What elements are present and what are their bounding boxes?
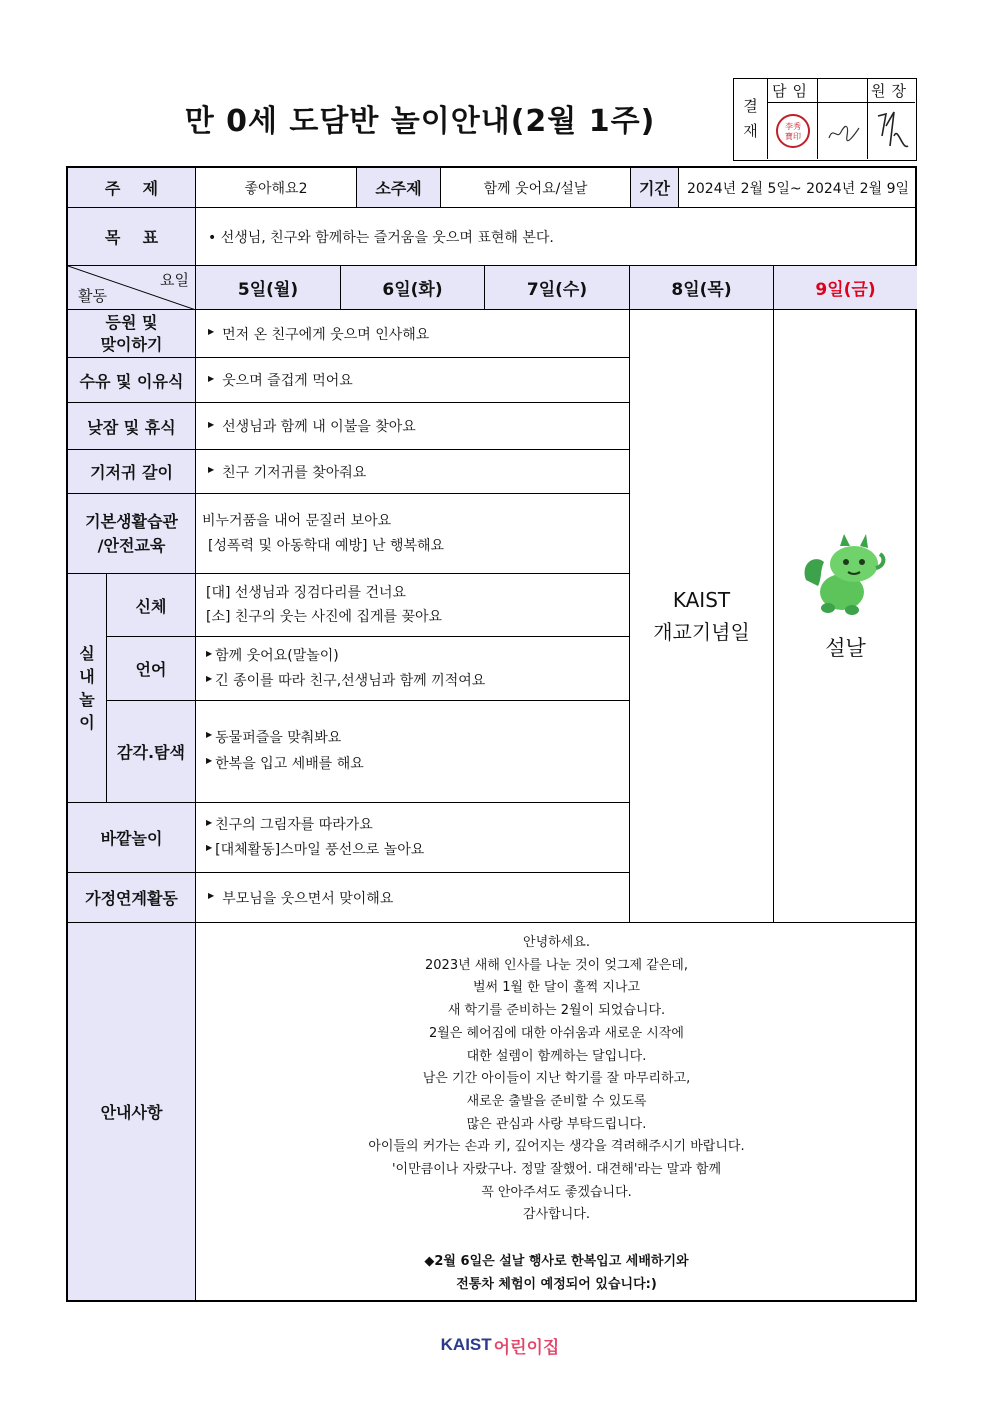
notice-line: 많은 관심과 사랑 부탁드립니다.	[466, 1116, 647, 1132]
notice-line: 2023년 새해 인사를 나눈 것이 엊그제 같은데,	[425, 957, 688, 973]
lang-line2: 긴 종이를 따라 친구,선생님과 함께 끼적여요	[215, 672, 486, 689]
family-label: 가정연계활동	[68, 873, 196, 923]
approval-label: 결 재	[734, 79, 768, 159]
sense-line1-row	[206, 726, 341, 752]
logo-sub: 어린이집	[493, 1337, 560, 1357]
notice-line: 남은 기간 아이들이 지난 학기를 잘 마무리하고,	[422, 1071, 691, 1087]
notice-line: 벌써 1월 한 달이 훌쩍 지나고	[472, 980, 641, 996]
habits-activity	[196, 494, 630, 574]
day-mon: 5일(월)	[196, 266, 341, 310]
sense-line1: 동물퍼즐을 맞춰봐요	[215, 729, 342, 746]
thursday-event-line2: 개교기념일	[653, 620, 750, 644]
approval-box	[733, 78, 917, 161]
bullet-icon: ▶	[206, 673, 213, 683]
theme-label: 주 제	[68, 168, 196, 208]
feeding-label: 수유 및 이유식	[68, 358, 196, 403]
friday-event	[774, 310, 917, 923]
lang-line1-row	[206, 644, 339, 669]
logo-main: KAIST	[440, 1335, 492, 1354]
notice-bold-line2: 전통차 체험이 예정되어 있습니다:)	[456, 1276, 657, 1292]
body-label: 신체	[107, 574, 196, 637]
goal-label: 목 표	[68, 208, 196, 266]
notice-lines	[196, 932, 917, 1227]
teacher-signature	[818, 103, 868, 159]
arrival-text: 먼저 온 친구에게 웃으며 인사해요	[222, 326, 430, 343]
habits-label: 기본생활습관 /안전교육	[68, 494, 196, 574]
dragon-icon	[796, 528, 892, 628]
corner-activity-label: 활동	[78, 287, 107, 305]
notice-line: 새로운 출발을 준비할 수 있도록	[466, 1093, 647, 1109]
bullet-icon: ▶	[208, 373, 215, 383]
director-header: 원장	[868, 79, 915, 103]
bullet-icon: ▶	[206, 842, 213, 852]
period-value: 2024년 2월 5일~ 2024년 2월 9일	[679, 168, 917, 208]
notice-spacer	[196, 1227, 917, 1251]
family-text: 부모님을 웃으면서 맞이해요	[222, 890, 394, 907]
notice-bold-line1: ◆2월 6일은 설날 행사로 한복입고 세배하기와	[424, 1254, 689, 1270]
indoor-label: 실 내 놀 이	[68, 574, 107, 803]
thursday-event-line1: KAIST	[672, 588, 731, 612]
period-label: 기간	[631, 168, 679, 208]
feeding-text: 웃으며 즐겁게 먹어요	[222, 373, 353, 389]
feeding-activity	[196, 358, 630, 403]
notice-line: 대한 설렘이 함께하는 달입니다.	[466, 1048, 647, 1064]
notice-line: 아이들의 커가는 손과 키, 깊어지는 생각을 격려해주시기 바랍니다.	[368, 1139, 745, 1155]
body-activity	[196, 574, 630, 637]
day-tue: 6일(화)	[341, 266, 485, 310]
notice-text	[196, 932, 917, 1297]
diaper-text: 친구 기저귀를 찾아줘요	[222, 464, 367, 481]
subtheme-label: 소주제	[357, 168, 441, 208]
subtheme-value: 함께 웃어요/설날	[441, 168, 631, 208]
bullet-icon: ▶	[208, 327, 215, 336]
sense-line2-row	[206, 752, 364, 778]
habits-line1: 비누거품을 내어 문질러 보아요	[202, 513, 392, 529]
day-thu: 8일(목)	[630, 266, 774, 310]
theme-value: 좋아해요2	[196, 168, 357, 208]
habits-line2: [성폭력 및 아동학대 예방] 난 행복해요	[208, 537, 445, 554]
bullet-icon: ▶	[208, 419, 215, 429]
bullet-icon: ▶	[208, 465, 215, 474]
nap-text: 선생님과 함께 내 이불을 찾아요	[222, 419, 416, 435]
outdoor-line2: [대체활동]스마일 풍선으로 놀아요	[215, 841, 425, 858]
corner-day-label: 요일	[160, 271, 189, 289]
lang-line2-row	[206, 669, 485, 694]
family-activity	[196, 873, 630, 923]
friday-event-text: 설날	[825, 636, 866, 660]
outdoor-line1-row	[206, 813, 373, 838]
thursday-event	[630, 310, 774, 923]
lang-label: 언어	[107, 637, 196, 701]
svg-text:寶印: 寶印	[784, 132, 801, 141]
goal-text: • 선생님, 친구와 함께하는 즐거움을 웃으며 표현해 본다.	[196, 208, 917, 266]
stamp-signature	[768, 103, 818, 159]
outdoor-activity	[196, 803, 630, 873]
outdoor-line2-row	[206, 838, 424, 863]
notice-line: 감사합니다.	[523, 1207, 590, 1223]
svg-text:李秀: 李秀	[784, 122, 801, 131]
nap-label: 낮잠 및 휴식	[68, 403, 196, 450]
bullet-icon: ▶	[206, 756, 213, 766]
arrival-activity	[196, 310, 630, 358]
weekly-plan-table	[66, 166, 917, 1302]
diaper-label: 기저귀 갈이	[68, 450, 196, 494]
page-title: 만 0세 도담반 놀이안내(2월 1주)	[184, 104, 656, 139]
nap-activity	[196, 403, 630, 450]
outdoor-line1: 친구의 그림자를 따라가요	[215, 817, 373, 833]
day-wed: 7일(수)	[485, 266, 630, 310]
bullet-icon: ▶	[206, 818, 213, 827]
sense-line2: 한복을 입고 세배를 해요	[215, 755, 364, 772]
notice-line: '이만큼이나 자랐구나. 정말 잘했어. 대견해'라는 말과 함께	[391, 1162, 722, 1178]
director-signature	[868, 103, 915, 159]
notice-line: 새 학기를 준비하는 2월이 되었습니다.	[447, 1003, 666, 1019]
bullet-icon: ▶	[206, 649, 213, 658]
bullet-icon: ▶	[206, 730, 213, 740]
day-corner	[68, 266, 196, 310]
outdoor-label: 바깥놀이	[68, 803, 196, 873]
lang-line1: 함께 웃어요(말놀이)	[215, 648, 339, 664]
body-line1: [대] 선생님과 징검다리를 건너요	[206, 584, 407, 601]
lang-activity	[196, 637, 630, 701]
teacher2-header	[818, 79, 868, 103]
day-fri: 9일(금)	[774, 266, 917, 310]
notice-line: 안녕하세요.	[523, 935, 590, 950]
bullet-icon: ▶	[208, 891, 215, 900]
diaper-activity	[196, 450, 630, 494]
teacher-header: 담임	[768, 79, 818, 103]
body-line2: [소] 친구의 웃는 사진에 집게를 꽂아요	[206, 609, 443, 625]
notice-label: 안내사항	[68, 923, 196, 1300]
notice-line: 2월은 헤어짐에 대한 아쉬움과 새로운 시작에	[429, 1025, 684, 1041]
sense-activity	[196, 701, 630, 803]
notice-line: 꼭 안아주셔도 좋겠습니다.	[481, 1184, 632, 1200]
sense-label: 감각.탐색	[107, 701, 196, 803]
footer-logo	[420, 1330, 580, 1360]
arrival-label: 등원 및 맞이하기	[68, 310, 196, 358]
